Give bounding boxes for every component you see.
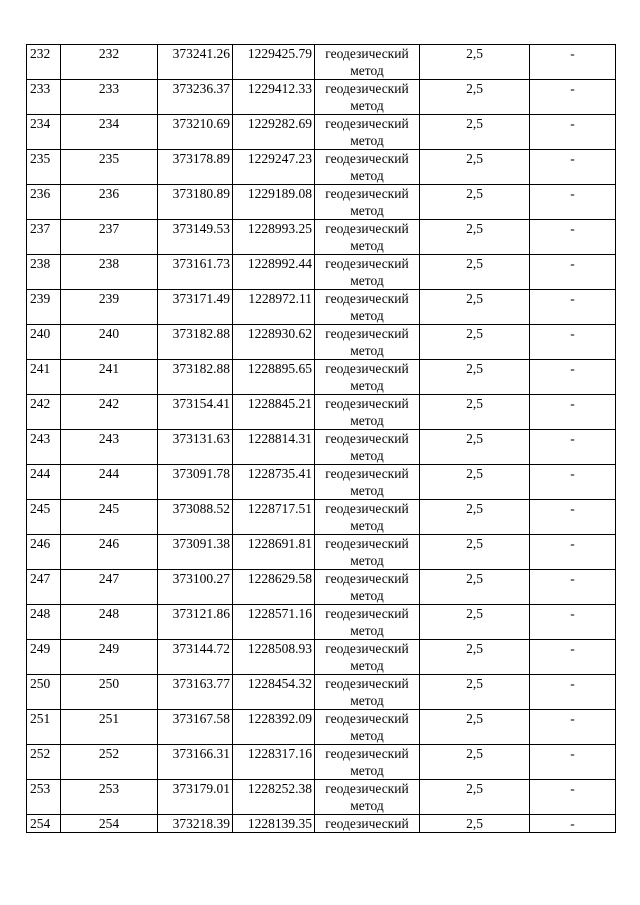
point-id-cell: 253 (61, 780, 158, 815)
y-coordinate-cell: 1228252.38 (233, 780, 315, 815)
y-coordinate-cell: 1228972.11 (233, 290, 315, 325)
x-coordinate-cell: 373121.86 (158, 605, 233, 640)
point-id-cell: 233 (61, 80, 158, 115)
table-row (27, 535, 616, 570)
point-id-cell: 239 (61, 290, 158, 325)
accuracy-cell: 2,5 (420, 675, 530, 710)
method-cell: геодезический метод (315, 395, 420, 430)
table-row (27, 290, 616, 325)
y-coordinate-cell: 1229282.69 (233, 115, 315, 150)
table-row (27, 45, 616, 80)
y-coordinate-cell: 1228317.16 (233, 745, 315, 780)
x-coordinate-cell: 373154.41 (158, 395, 233, 430)
method-cell: геодезический метод (315, 150, 420, 185)
note-cell: - (530, 150, 616, 185)
note-cell: - (530, 115, 616, 150)
note-cell: - (530, 815, 616, 833)
note-cell: - (530, 220, 616, 255)
accuracy-cell: 2,5 (420, 570, 530, 605)
accuracy-cell: 2,5 (420, 395, 530, 430)
point-id-cell: 248 (61, 605, 158, 640)
point-id-cell: 252 (61, 745, 158, 780)
y-coordinate-cell: 1228691.81 (233, 535, 315, 570)
note-cell: - (530, 255, 616, 290)
table-row (27, 640, 616, 675)
point-id-cell: 235 (61, 150, 158, 185)
note-cell: - (530, 535, 616, 570)
note-cell: - (530, 80, 616, 115)
point-id-cell: 250 (61, 675, 158, 710)
method-cell: геодезический метод (315, 780, 420, 815)
accuracy-cell: 2,5 (420, 605, 530, 640)
accuracy-cell: 2,5 (420, 815, 530, 833)
note-cell: - (530, 325, 616, 360)
table-row (27, 465, 616, 500)
accuracy-cell: 2,5 (420, 185, 530, 220)
x-coordinate-cell: 373179.01 (158, 780, 233, 815)
point-number-cell: 250 (27, 675, 61, 710)
point-id-cell: 245 (61, 500, 158, 535)
x-coordinate-cell: 373182.88 (158, 325, 233, 360)
y-coordinate-cell: 1229425.79 (233, 45, 315, 80)
point-number-cell: 233 (27, 80, 61, 115)
note-cell: - (530, 605, 616, 640)
method-cell: геодезический метод (315, 290, 420, 325)
point-id-cell: 249 (61, 640, 158, 675)
accuracy-cell: 2,5 (420, 45, 530, 80)
x-coordinate-cell: 373131.63 (158, 430, 233, 465)
table-row (27, 395, 616, 430)
x-coordinate-cell: 373210.69 (158, 115, 233, 150)
table-row (27, 325, 616, 360)
x-coordinate-cell: 373171.49 (158, 290, 233, 325)
note-cell: - (530, 780, 616, 815)
method-cell: геодезический метод (315, 465, 420, 500)
y-coordinate-cell: 1228845.21 (233, 395, 315, 430)
method-cell: геодезический метод (315, 430, 420, 465)
x-coordinate-cell: 373091.78 (158, 465, 233, 500)
table-row (27, 710, 616, 745)
point-id-cell: 241 (61, 360, 158, 395)
accuracy-cell: 2,5 (420, 710, 530, 745)
accuracy-cell: 2,5 (420, 500, 530, 535)
point-id-cell: 244 (61, 465, 158, 500)
point-number-cell: 252 (27, 745, 61, 780)
table-row (27, 185, 616, 220)
accuracy-cell: 2,5 (420, 150, 530, 185)
note-cell: - (530, 570, 616, 605)
point-number-cell: 239 (27, 290, 61, 325)
x-coordinate-cell: 373100.27 (158, 570, 233, 605)
method-cell: геодезический метод (315, 80, 420, 115)
note-cell: - (530, 745, 616, 780)
table-row (27, 605, 616, 640)
y-coordinate-cell: 1229247.23 (233, 150, 315, 185)
table-row (27, 815, 616, 833)
table-row (27, 570, 616, 605)
note-cell: - (530, 465, 616, 500)
point-number-cell: 249 (27, 640, 61, 675)
point-id-cell: 251 (61, 710, 158, 745)
x-coordinate-cell: 373091.38 (158, 535, 233, 570)
accuracy-cell: 2,5 (420, 115, 530, 150)
point-number-cell: 248 (27, 605, 61, 640)
y-coordinate-cell: 1228930.62 (233, 325, 315, 360)
note-cell: - (530, 45, 616, 80)
method-cell: геодезический метод (315, 500, 420, 535)
y-coordinate-cell: 1228992.44 (233, 255, 315, 290)
point-number-cell: 242 (27, 395, 61, 430)
y-coordinate-cell: 1228629.58 (233, 570, 315, 605)
note-cell: - (530, 395, 616, 430)
x-coordinate-cell: 373161.73 (158, 255, 233, 290)
point-number-cell: 243 (27, 430, 61, 465)
coordinates-table-page (26, 44, 615, 833)
table-row (27, 150, 616, 185)
table-body (27, 45, 616, 833)
point-id-cell: 247 (61, 570, 158, 605)
x-coordinate-cell: 373163.77 (158, 675, 233, 710)
point-id-cell: 254 (61, 815, 158, 833)
accuracy-cell: 2,5 (420, 220, 530, 255)
table-row (27, 255, 616, 290)
method-cell: геодезический метод (315, 220, 420, 255)
point-id-cell: 240 (61, 325, 158, 360)
point-number-cell: 235 (27, 150, 61, 185)
method-cell: геодезический метод (315, 605, 420, 640)
coordinates-table (26, 44, 616, 833)
accuracy-cell: 2,5 (420, 780, 530, 815)
point-id-cell: 243 (61, 430, 158, 465)
accuracy-cell: 2,5 (420, 430, 530, 465)
note-cell: - (530, 640, 616, 675)
point-number-cell: 237 (27, 220, 61, 255)
note-cell: - (530, 500, 616, 535)
y-coordinate-cell: 1228993.25 (233, 220, 315, 255)
point-id-cell: 232 (61, 45, 158, 80)
y-coordinate-cell: 1228454.32 (233, 675, 315, 710)
method-cell: геодезический метод (315, 745, 420, 780)
x-coordinate-cell: 373088.52 (158, 500, 233, 535)
point-number-cell: 232 (27, 45, 61, 80)
method-cell: геодезический метод (315, 115, 420, 150)
table-row (27, 360, 616, 395)
accuracy-cell: 2,5 (420, 535, 530, 570)
table-row (27, 675, 616, 710)
x-coordinate-cell: 373236.37 (158, 80, 233, 115)
table-row (27, 115, 616, 150)
point-number-cell: 253 (27, 780, 61, 815)
x-coordinate-cell: 373149.53 (158, 220, 233, 255)
note-cell: - (530, 430, 616, 465)
point-number-cell: 236 (27, 185, 61, 220)
y-coordinate-cell: 1228508.93 (233, 640, 315, 675)
point-number-cell: 241 (27, 360, 61, 395)
y-coordinate-cell: 1228895.65 (233, 360, 315, 395)
point-number-cell: 240 (27, 325, 61, 360)
table-row (27, 500, 616, 535)
point-id-cell: 236 (61, 185, 158, 220)
method-cell: геодезический метод (315, 360, 420, 395)
point-number-cell: 251 (27, 710, 61, 745)
method-cell: геодезический метод (315, 640, 420, 675)
x-coordinate-cell: 373144.72 (158, 640, 233, 675)
method-cell: геодезический метод (315, 325, 420, 360)
accuracy-cell: 2,5 (420, 745, 530, 780)
point-number-cell: 238 (27, 255, 61, 290)
method-cell: геодезический метод (315, 675, 420, 710)
note-cell: - (530, 675, 616, 710)
point-id-cell: 234 (61, 115, 158, 150)
note-cell: - (530, 185, 616, 220)
table-row (27, 80, 616, 115)
point-id-cell: 237 (61, 220, 158, 255)
point-id-cell: 246 (61, 535, 158, 570)
y-coordinate-cell: 1228717.51 (233, 500, 315, 535)
point-number-cell: 234 (27, 115, 61, 150)
method-cell: геодезический (315, 815, 420, 833)
method-cell: геодезический метод (315, 710, 420, 745)
accuracy-cell: 2,5 (420, 290, 530, 325)
method-cell: геодезический метод (315, 255, 420, 290)
point-number-cell: 254 (27, 815, 61, 833)
accuracy-cell: 2,5 (420, 360, 530, 395)
table-row (27, 745, 616, 780)
x-coordinate-cell: 373180.89 (158, 185, 233, 220)
point-number-cell: 247 (27, 570, 61, 605)
y-coordinate-cell: 1228139.35 (233, 815, 315, 833)
table-row (27, 780, 616, 815)
accuracy-cell: 2,5 (420, 255, 530, 290)
y-coordinate-cell: 1228392.09 (233, 710, 315, 745)
x-coordinate-cell: 373166.31 (158, 745, 233, 780)
table-row (27, 430, 616, 465)
y-coordinate-cell: 1228735.41 (233, 465, 315, 500)
x-coordinate-cell: 373182.88 (158, 360, 233, 395)
method-cell: геодезический метод (315, 535, 420, 570)
table-row (27, 220, 616, 255)
y-coordinate-cell: 1228814.31 (233, 430, 315, 465)
x-coordinate-cell: 373178.89 (158, 150, 233, 185)
y-coordinate-cell: 1228571.16 (233, 605, 315, 640)
method-cell: геодезический метод (315, 45, 420, 80)
y-coordinate-cell: 1229189.08 (233, 185, 315, 220)
method-cell: геодезический метод (315, 185, 420, 220)
point-number-cell: 245 (27, 500, 61, 535)
x-coordinate-cell: 373241.26 (158, 45, 233, 80)
point-id-cell: 238 (61, 255, 158, 290)
x-coordinate-cell: 373167.58 (158, 710, 233, 745)
accuracy-cell: 2,5 (420, 80, 530, 115)
y-coordinate-cell: 1229412.33 (233, 80, 315, 115)
x-coordinate-cell: 373218.39 (158, 815, 233, 833)
method-cell: геодезический метод (315, 570, 420, 605)
accuracy-cell: 2,5 (420, 640, 530, 675)
note-cell: - (530, 290, 616, 325)
accuracy-cell: 2,5 (420, 465, 530, 500)
note-cell: - (530, 710, 616, 745)
point-number-cell: 246 (27, 535, 61, 570)
note-cell: - (530, 360, 616, 395)
point-id-cell: 242 (61, 395, 158, 430)
accuracy-cell: 2,5 (420, 325, 530, 360)
point-number-cell: 244 (27, 465, 61, 500)
